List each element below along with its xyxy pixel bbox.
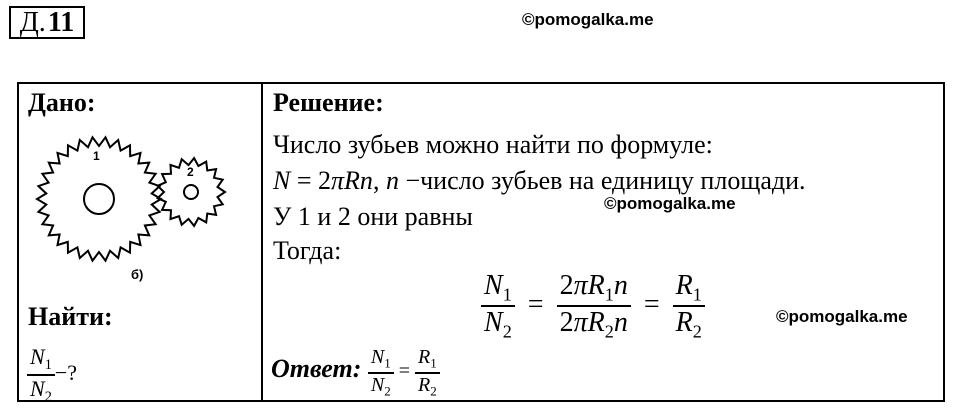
solution-line-1: Число зубьев можно найти по формуле: [273,130,713,159]
given-header: Дано: [28,88,96,117]
badge-prefix: Д. [19,6,46,38]
solution-formula-line: N = 2πRn, n −число зубьев на единицу площади. [273,166,806,195]
find-suffix: −? [54,360,78,386]
answer-fraction-n: $\frac{N_1}{N_2}$ [368,346,394,399]
answer-label: Ответ: [271,354,362,384]
gear-1-label: 1 [93,149,100,163]
main-equation: $\frac{N_1}{N_2}$ = $\frac{2\pi R_1n}{2\pi R_2n}$ = $\frac{R_1}{R_2}$ [481,270,705,343]
fraction-r1-r2: $\frac{R_1}{R_2}$ [673,270,705,343]
answer-line: Ответ: $\frac{N_1}{N_2}$ = $\frac{R_1}{R_2}$ [271,346,440,399]
gears-figure [19,124,249,299]
figure-caption: б) [131,267,144,282]
answer-fraction-r: $\frac{R_1}{R_2}$ [415,346,440,399]
formula-rest: −число зубьев на единицу площади. [405,166,806,195]
problem-number-badge [9,6,85,39]
watermark-bottom: ©pomogalka.me [776,307,908,326]
solution-line-3: У 1 и 2 они равны [273,202,473,231]
given-column [18,83,262,405]
find-expression [27,344,77,406]
fraction-n1-n2: $\frac{N_1}{N_2}$ [481,270,515,343]
gear-1-hub [84,184,114,214]
badge-number: 11 [47,6,75,38]
watermark-middle: ©pomogalka.me [604,194,736,213]
solution-header: Решение: [273,88,384,117]
gear-2-hub [184,185,198,199]
solution-table [17,82,945,405]
solution-line-4: Тогда: [273,236,342,265]
fraction-2pirn: $\frac{2\pi R_1n}{2\pi R_2n}$ [557,270,631,343]
solution-column [262,83,944,401]
find-fraction: $\frac{N_1}{N_2}$ [27,344,55,406]
find-header: Найти: [28,302,113,331]
gear-2-label: 2 [187,165,194,179]
watermark-top: ©pomogalka.me [522,10,654,29]
